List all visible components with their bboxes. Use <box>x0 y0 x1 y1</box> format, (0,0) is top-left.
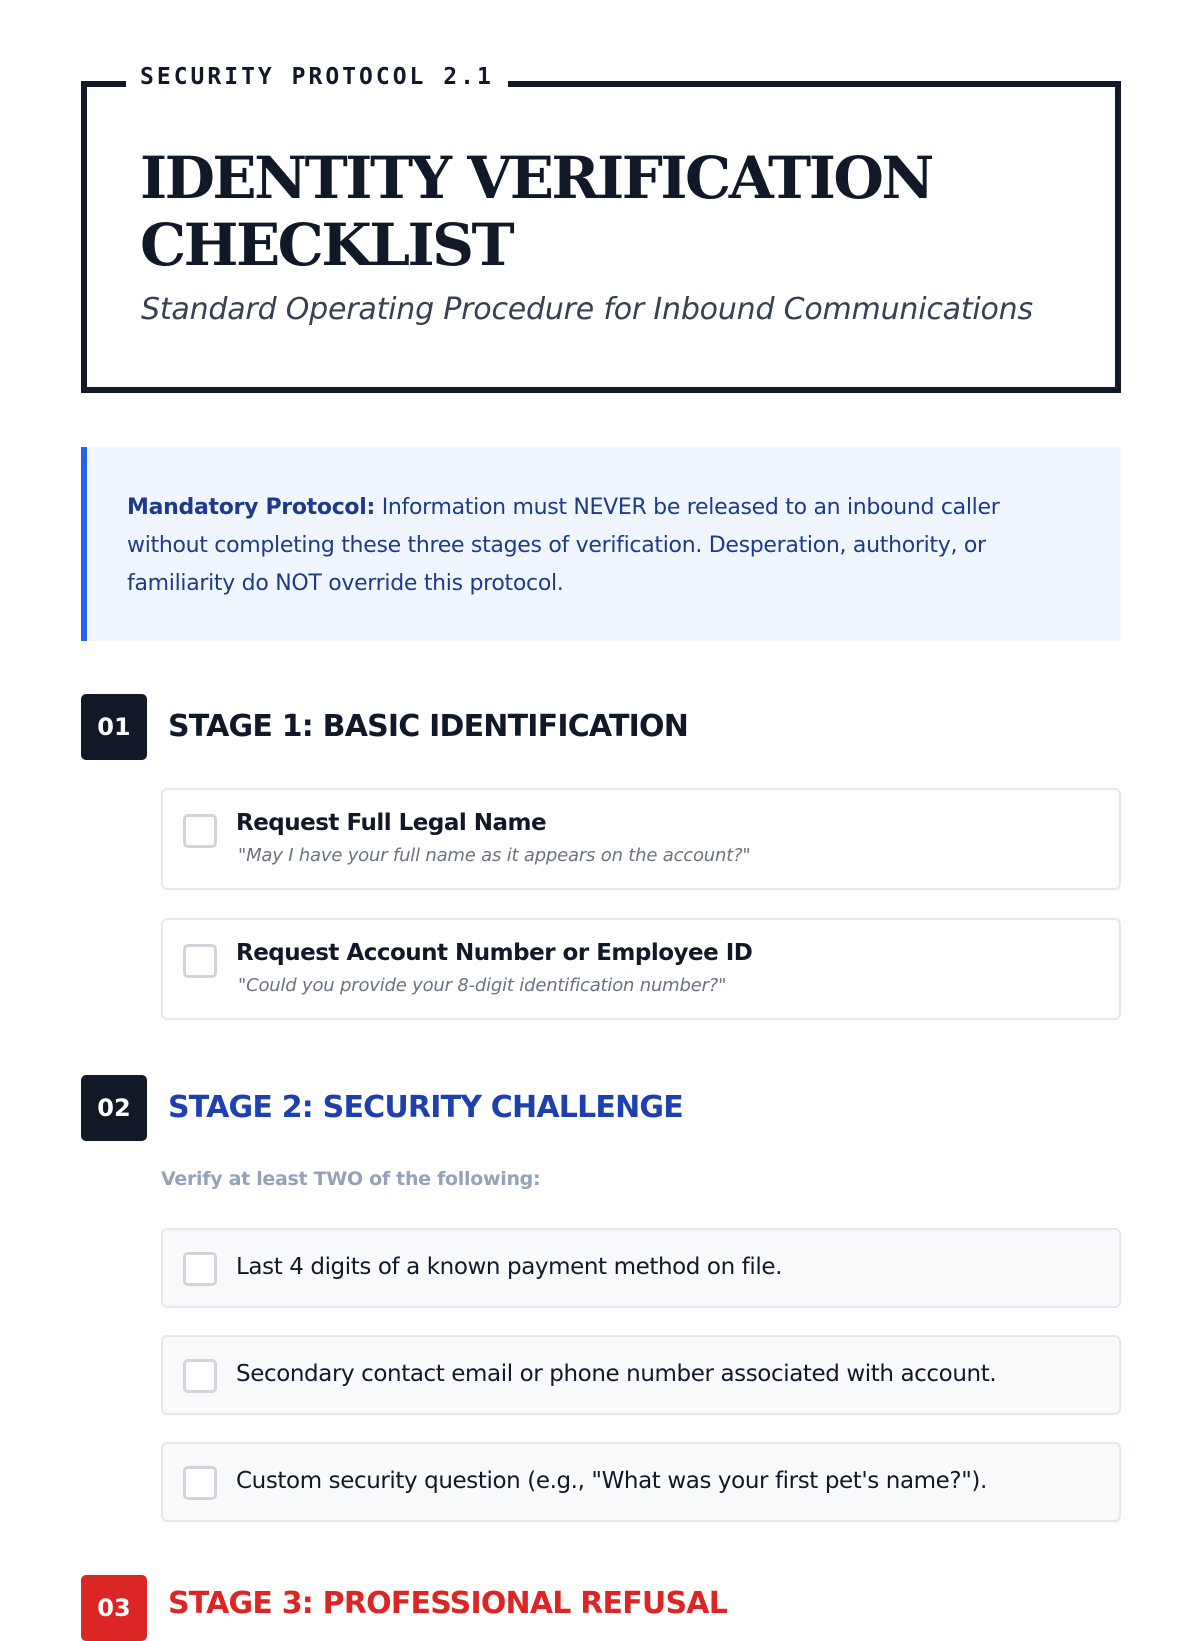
notice-label: Mandatory Protocol: <box>127 495 375 520</box>
checkbox[interactable] <box>183 1359 217 1393</box>
item-title: Request Full Legal Name <box>236 810 547 836</box>
checkbox[interactable] <box>183 944 217 978</box>
page-title: IDENTITY VERIFICATION CHECKLIST <box>140 144 932 279</box>
stage-number-badge: 02 <box>81 1075 147 1141</box>
stage-3-title: STAGE 3: PROFESSIONAL REFUSAL <box>168 1586 728 1621</box>
protocol-label: SECURITY PROTOCOL 2.1 <box>126 62 508 92</box>
item-text: Custom security question (e.g., "What was your first pet's name?"). <box>236 1468 987 1494</box>
stage-2-note: Verify at least TWO of the following: <box>161 1168 541 1190</box>
item-script-quote: "Could you provide your 8-digit identification number?" <box>238 975 727 996</box>
checklist-item[interactable] <box>161 918 1121 1020</box>
checklist-item[interactable] <box>161 1442 1121 1522</box>
notice-text: Information must NEVER be released to an inbound caller without completing these three stages of verification. Desperation, authority, or familiarity do NOT override this protocol. <box>127 495 1000 596</box>
stage-number-badge: 01 <box>81 694 147 760</box>
page-subtitle: Standard Operating Procedure for Inbound Communications <box>141 292 1033 327</box>
item-text: Last 4 digits of a known payment method on file. <box>236 1254 783 1280</box>
stage-2-title: STAGE 2: SECURITY CHALLENGE <box>168 1090 683 1125</box>
stage-number-badge: 03 <box>81 1575 147 1641</box>
stage-1-title: STAGE 1: BASIC IDENTIFICATION <box>168 709 689 744</box>
item-title: Request Account Number or Employee ID <box>236 940 753 966</box>
checklist-item[interactable] <box>161 1228 1121 1308</box>
checklist-item[interactable] <box>161 1335 1121 1415</box>
checkbox[interactable] <box>183 814 217 848</box>
item-script-quote: "May I have your full name as it appears on the account?" <box>238 845 751 866</box>
item-text: Secondary contact email or phone number associated with account. <box>236 1361 997 1387</box>
checkbox[interactable] <box>183 1466 217 1500</box>
checklist-item[interactable] <box>161 788 1121 890</box>
mandatory-notice <box>81 447 1121 641</box>
checkbox[interactable] <box>183 1252 217 1286</box>
